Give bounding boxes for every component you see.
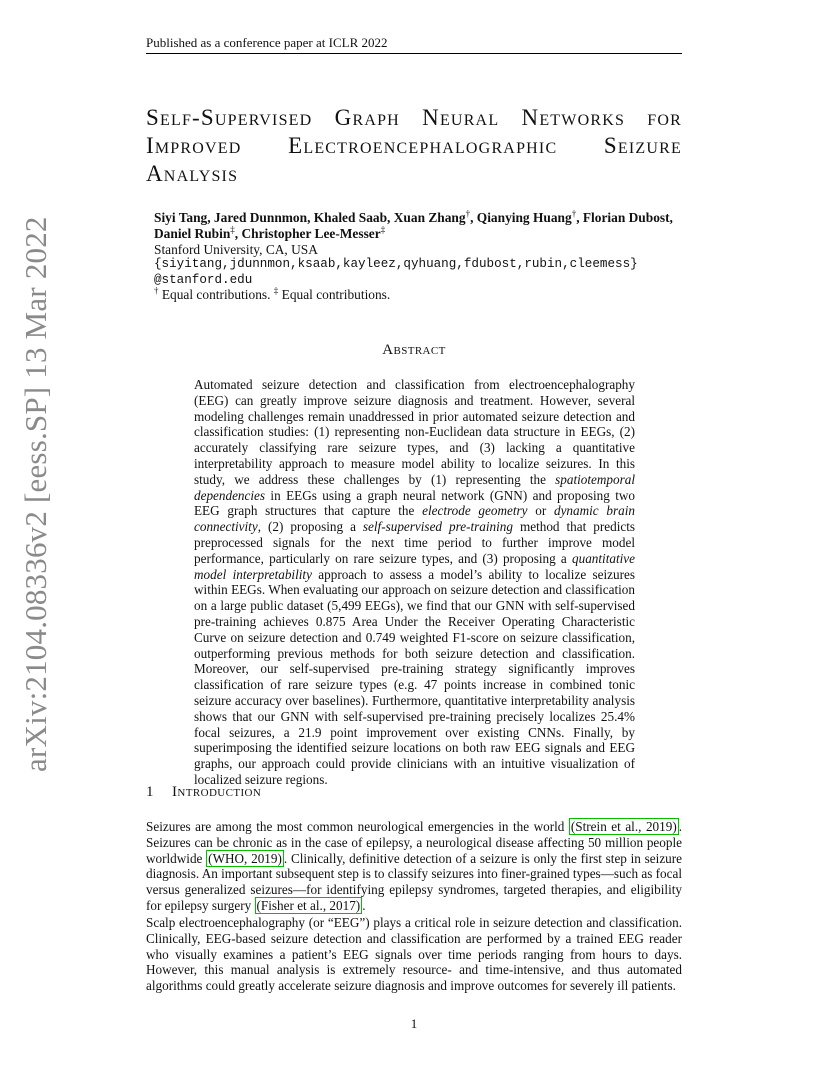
abstract-body — [194, 377, 635, 788]
intro-paragraph-1 — [146, 819, 682, 914]
citation-link[interactable]: (WHO, 2019) — [208, 850, 282, 866]
author-names-3: , Florian Dubost, — [576, 210, 673, 225]
equal-contribution-mark: † — [571, 208, 577, 219]
running-header: Published as a conference paper at ICLR 2022 — [146, 35, 388, 50]
paragraph-text: . Clinically, definitive detection of a seizure is only the first step in seizure diagnosis. An important subsequent step is to classify seizures into finer-grained types—such as focal versus generalized seizures—for identifying epilepsy syndromes, targeted therapies, and eligibility for epilepsy surgery — [146, 850, 683, 913]
section-title: Introduction — [172, 784, 262, 800]
author-names-1: Siyi Tang, Jared Dunnmon, Khaled Saab, Xuan Zhang — [154, 210, 466, 225]
abstract-text: approach to assess a model’s ability to localize seizures within EEGs. When evaluating our approach on seizure detection and classification on a large public dataset (5,499 EEGs), we find that our GNN with self-supervised pre-training achieves 0.875 Area Under the Receiver Operating Characteristic Curve on seizure detection and 0.749 weighted F1-score on seizure classification, outperforming previous methods for both seizure detection and classification. Moreover, our self-supervised pre-training strategy significantly improves classification of rare seizure types (e.g. 47 points increase in combined tonic seizure accuracy over baselines). Furthermore, quantitative interpretability analysis shows that our GNN with self-supervised pre-training precisely localizes 25.4% focal seizures, a 21.9 point improvement over existing CNNs. Finally, by superimposing the identified seizure locations on both raw EEG signals and EEG graphs, our approach could provide clinicians with an intuitive visualization of localized seizure regions. — [194, 566, 636, 787]
title-line-2: Improved Electroencephalographic Seizure — [146, 133, 682, 158]
section-heading — [146, 784, 261, 801]
paper-title — [146, 104, 682, 188]
abstract-emphasis: dynamic brain connectivity — [194, 503, 635, 535]
abstract-text: or — [527, 503, 554, 519]
equal-contribution-text: Equal contributions. — [278, 287, 391, 302]
email-domain: @stanford.edu — [154, 273, 253, 287]
abstract-heading: Abstract — [382, 342, 446, 358]
author-names-5: , Christopher Lee-Messer — [234, 226, 381, 241]
dagger-mark: † — [154, 285, 159, 296]
equal-contribution-text: Equal contributions. — [158, 287, 274, 302]
author-emails: {siyitang,jdunnmon,ksaab,kayleez,qyhuang,fdubost,rubin,cleemess} — [154, 257, 638, 271]
paragraph-text: Seizures are among the most common neurological emergencies in the world — [146, 819, 569, 834]
title-line-1: Self-Supervised Graph Neural Networks for — [146, 105, 682, 130]
abstract-text: Automated seizure detection and classification from electroencephalography (EEG) can greatly improve seizure diagnosis and treatment. However, several modeling challenges remain unaddressed in prior automated seizure detection and classification studies: (1) representing non-Euclidean data structure in EEGs, (2) accurately classifying rare seizure types, and (3) lacking a quantitative interpretability approach to measure model ability to localize seizures. In this study, we address these challenges by (1) representing the — [194, 377, 635, 487]
abstract-emphasis: self-supervised pre-training — [362, 519, 513, 535]
arxiv-identifier: arXiv:2104.08336v2 [eess.SP] 13 Mar 2022 — [18, 216, 53, 772]
abstract-emphasis: spatiotemporal dependencies — [194, 471, 635, 503]
title-line-3: Analysis — [146, 161, 239, 186]
intro-paragraph-2: Scalp electroencephalography (or “EEG”) plays a critical role in seizure detection and classification. Clinically, EEG-based seizure detection and classification are performed by a trained EEG reader who visually examines a patient’s EEG signals over time periods ranging from hours to days. However, this manual analysis is extremely resource- and time-intensive, and thus automated algorithms could greatly accelerate seizure diagnosis and improve outcomes for severely ill patients. — [146, 915, 682, 994]
author-names-2: , Qianying Huang — [470, 210, 572, 225]
section-number: 1 — [146, 784, 154, 800]
paragraph-text: . Seizures can be chronic as in the case of epilepsy, a neurological disease affecting 50 million people worldwide — [146, 819, 683, 866]
abstract-text: , (2) proposing a — [257, 519, 363, 535]
page-number: 1 — [410, 1016, 418, 1031]
citation-link[interactable]: (Fisher et al., 2017) — [256, 897, 361, 913]
author-names-4: Daniel Rubin — [154, 226, 231, 241]
citation-link[interactable]: (Strein et al., 2019) — [570, 819, 677, 834]
abstract-text: in EEGs using a graph neural network (GNN) and proposing two EEG graph structures that capture the — [194, 487, 635, 519]
abstract-text: method that predicts preprocessed signals for the next time period to further improve model performance, particularly on rare seizure types, and (3) proposing a — [194, 519, 636, 566]
paragraph-text: . — [362, 897, 366, 913]
equal-contribution-note — [154, 287, 390, 303]
affiliation: Stanford University, CA, USA — [154, 242, 318, 257]
abstract-emphasis: electrode geometry — [422, 503, 528, 519]
double-dagger-mark: ‡ — [273, 285, 279, 296]
author-list — [154, 210, 684, 242]
header-rule — [146, 53, 682, 54]
equal-contribution-mark: ‡ — [380, 224, 386, 235]
equal-contribution-mark: ‡ — [230, 224, 235, 235]
abstract-emphasis: quantitative model interpretability — [194, 550, 635, 582]
equal-contribution-mark: † — [465, 208, 471, 219]
